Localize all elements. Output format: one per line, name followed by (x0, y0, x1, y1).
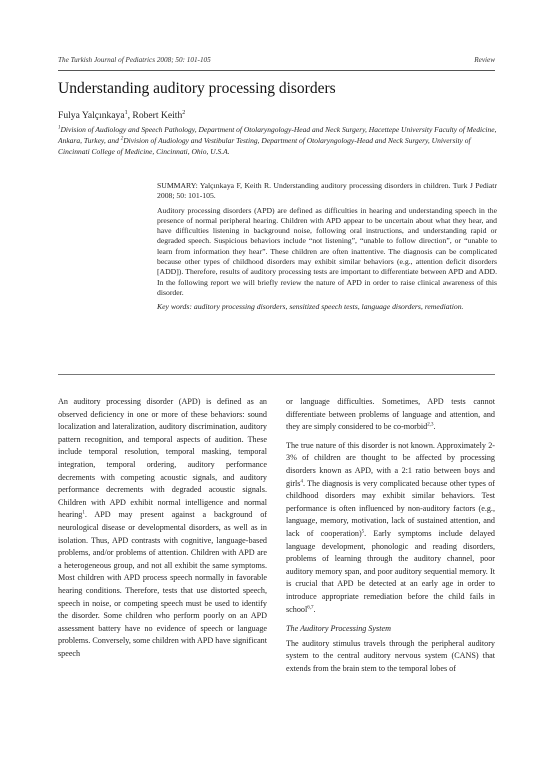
affiliation-2-mark: 2 (120, 136, 124, 142)
body-paragraph (58, 396, 267, 660)
running-head (58, 56, 495, 68)
body-text: . (313, 604, 316, 614)
article-title: Understanding auditory processing disorders (58, 80, 336, 97)
abstract-text: Auditory processing disorders (APD) are defined as difficulties in hearing and understanding speech in the presence of normal peripheral hearing. Children with APD appear to be uncertain about what they hear, and have difficulties listening in background noise, following oral instructions, and understanding rapid or degraded speech. Suspicious behaviors include “not listening”, “unable to follow direction”, or “unable to learn from information they hear”. These children are often inattentive. The diagnosis can be complicated because other types of childhood disorders may exhibit similar behaviors (e.g., attention deficit disorders [ADD]). Therefore, results of auditory processing tests are important to differentiate between APD and ADD. In the following report we will briefly review the nature of APD in order to raise clinical awareness of this disorder. (157, 205, 497, 297)
body-text: . The diagnosis is very complicated because other types of childhood disorders may exhibit similar behaviors. Test performance is often influenced by non-auditory factors (e.g., language, memory, motivation, lack of sustained attention, and lack of cooperation) (286, 478, 495, 538)
body-text: . (433, 422, 436, 432)
reference-mark: 2,3 (427, 422, 434, 428)
author-2-mark: 2 (182, 109, 186, 116)
reference-mark: 6,7 (307, 604, 314, 610)
reference-mark: 5 (361, 529, 365, 535)
affiliations (58, 124, 498, 158)
author-1-mark: 1 (124, 109, 128, 116)
journal-citation: The Turkish Journal of Pediatrics 2008; 50: 101-105 (58, 56, 211, 64)
affiliation-1-mark: 1 (58, 125, 61, 131)
subsection-heading: The Auditory Processing System (286, 624, 391, 634)
header-rule (58, 70, 495, 71)
section-rule (58, 374, 495, 375)
author-2: Robert Keith (132, 110, 183, 121)
body-paragraph: The auditory stimulus travels through the peripheral auditory system to the central auditory nervous system (CANS) that extends from the brain stem to the temporal lobes of (286, 638, 495, 673)
author-1: Fulya Yalçınkaya (58, 110, 125, 121)
summary-citation: SUMMARY: Yalçınkaya F, Keith R. Understanding auditory processing disorders in children. Turk J Pediatr 2008; 50: 101-105. (157, 181, 497, 201)
body-paragraph (286, 440, 495, 616)
body-text: The true nature of this disorder is not known. Approximately 2-3% of children are thought to be affected by processing disorders known as APD, with a 2:1 ratio between boys and girls (286, 440, 495, 488)
section-label: Review (474, 56, 495, 64)
author-list: Fulya Yalçınkaya$^1$, Robert Keith$^2$ (58, 109, 186, 121)
body-column-left (58, 396, 267, 660)
affiliation-2: Division of Audiology and Vestibular Testing, Department of Otolaryngology-Head and Neck Surgery, University of Cincinnati College of Medicine, Cincinnati, Ohio, U.S.A. (58, 136, 471, 157)
body-text: . APD may present against a background of neurological disease or developmental disorders, as well as in isolation. Thus, APD contrasts with cognitive, language-based problems, and/or problems of attention. Children with APD are a heterogeneous group, and not all exhibit the same symptoms. Most children with APD process speech normally in favorable hearing conditions. Therefore, tests that use distorted speech, speech in noise, or competing speech must be used to identify the disorder. Some children who perform poorly on an APD assessment battery have no evidence of speech or language problems. Conversely, some children with APD have significant speech (58, 510, 267, 658)
reference-mark: 4 (300, 478, 303, 484)
body-text: . Early symptoms include delayed language development, phonologic and reading disorders, problems of learning through the auditory channel, poor auditory memory span, and poor auditory sequential memory. It is crucial that APD be detected at an early age in order to introduce appropriate remediation before the child fails in school (286, 528, 495, 614)
body-text: or language difficulties. Sometimes, APD tests cannot differentiate between problems of language and attention, and they are simply considered to be co-morbid (286, 397, 495, 432)
body-text: An auditory processing disorder (APD) is defined as an observed deficiency in one or more of these behaviors: sound localization and lateralization, auditory discrimination, auditory pattern recognition, and temporal aspects of audition. These include temporal resolution, temporal masking, temporal integration, temporal ordering, auditory performance decrements with competing acoustic signals, and auditory performance decrements with degraded acoustic signals. Children with APD exhibit normal intelligence and normal hearing (58, 397, 267, 520)
keywords: Key words: auditory processing disorders, sensitized speech tests, language disorders, remediation. (157, 302, 464, 312)
summary-block (157, 181, 497, 313)
affiliation-1: Division of Audiology and Speech Pathology, Department of Otolaryngology-Head and Neck Surgery, Hacettepe University Faculty of Medicine, Ankara, Turkey, and (58, 125, 497, 146)
body-paragraph (286, 396, 495, 434)
body-column-right (286, 396, 495, 675)
reference-mark: 1 (82, 510, 85, 516)
